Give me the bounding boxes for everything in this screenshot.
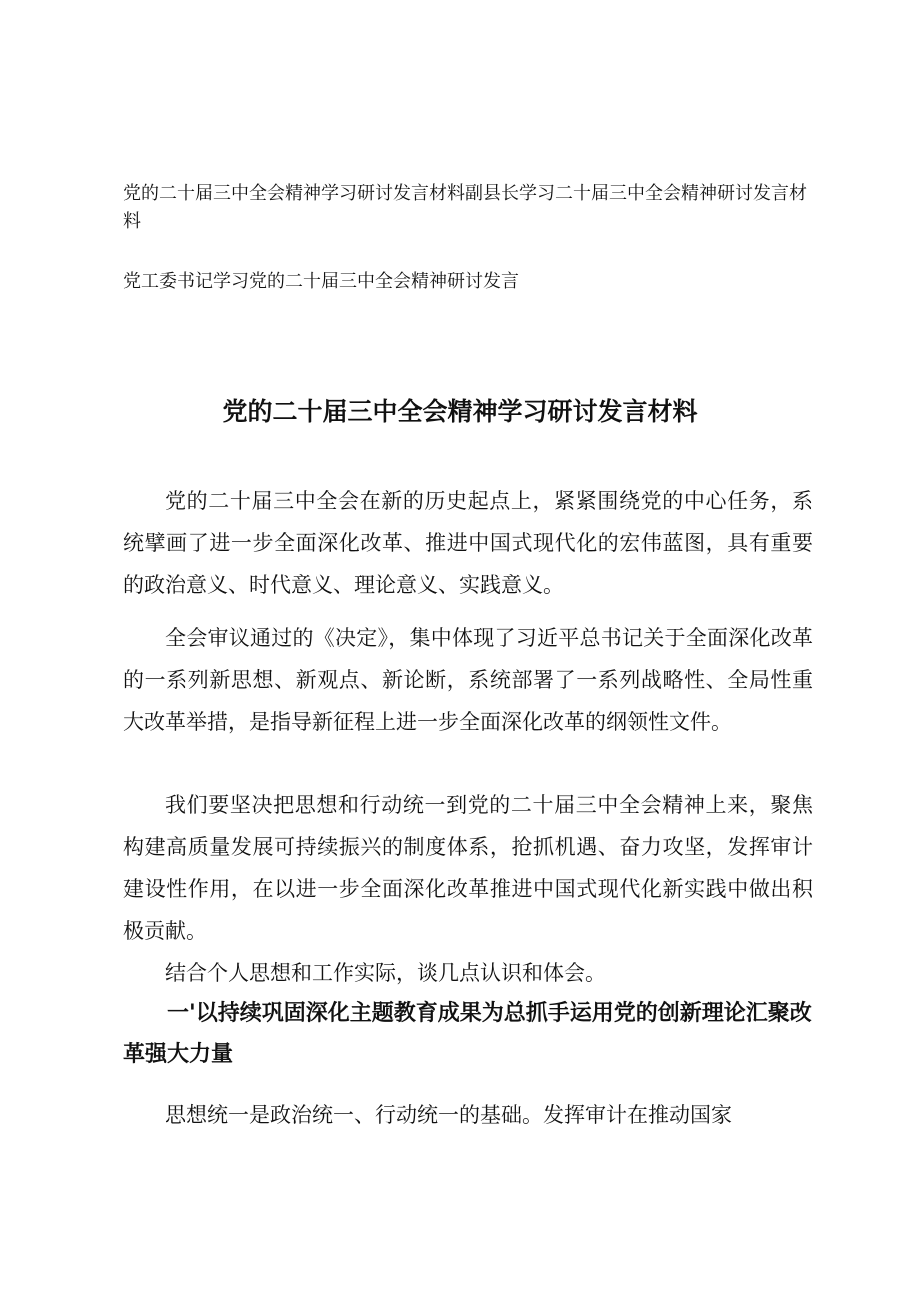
- body-paragraph: 党的二十届三中全会在新的历史起点上，紧紧围绕党的中心任务，系统擘画了进一步全面深化改革、推进中国式现代化的宏伟蓝图，具有重要的政治意义、时代意义、理论意义、实践意义。: [123, 489, 813, 597]
- toc-entry[interactable]: 党的二十届三中全会精神学习研讨发言材料副县长学习二十届三中全会精神研讨发言材料: [123, 183, 807, 232]
- toc-entry[interactable]: 党工委书记学习党的二十届三中全会精神研讨发言: [123, 271, 519, 292]
- body-paragraph: 我们要坚决把思想和行动统一到党的二十届三中全会精神上来，聚焦构建高质量发展可持续振兴的制度体系，抢抓机遇、奋力攻坚，发挥审计建设性作用，在以进一步全面深化改革推进中国式现代化新实践中做出积极贡献。: [123, 793, 813, 943]
- body-paragraph: 全会审议通过的《决定》，集中体现了习近平总书记关于全面深化改革的一系列新思想、新观点、新论断，系统部署了一系列战略性、全局性重大改革举措，是指导新征程上进一步全面深化改革的纲领性文件。: [123, 626, 813, 734]
- document-title: 党的二十届三中全会精神学习研讨发言材料: [222, 397, 698, 426]
- body-paragraph: 结合个人思想和工作实际，谈几点认识和体会。: [165, 961, 606, 985]
- section-heading: 一'以持续巩固深化主题教育成果为总抓手运用党的创新理论汇聚改革强大力量: [123, 1001, 812, 1067]
- body-paragraph: 思想统一是政治统一、行动统一的基础。发挥审计在推动国家: [165, 1103, 732, 1127]
